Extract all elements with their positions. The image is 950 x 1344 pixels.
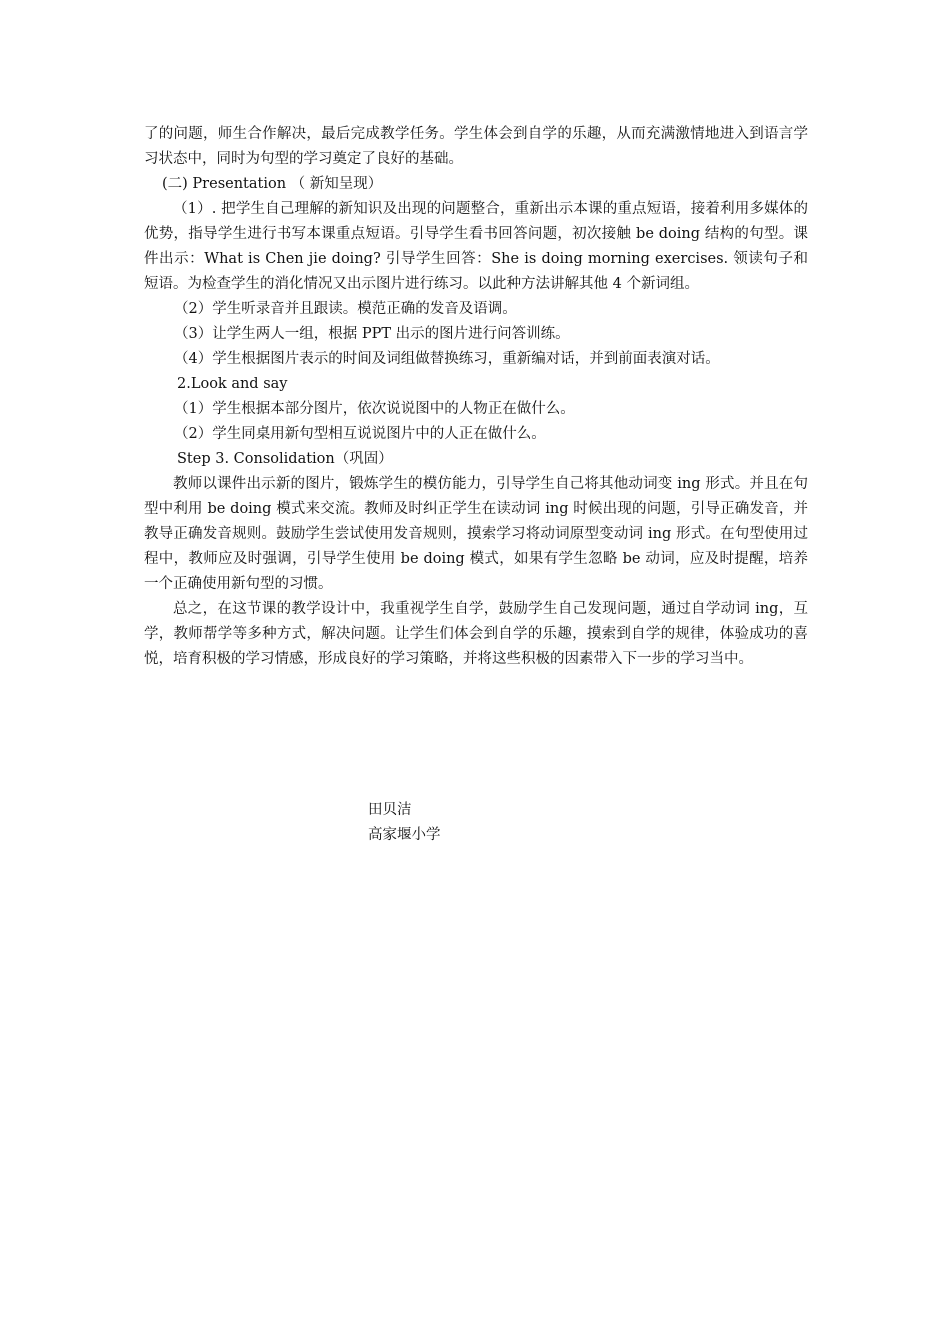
- list-item-look-say-1: （1）学生根据本部分图片，依次说说图中的人物正在做什么。: [174, 401, 575, 417]
- list-item-look-say-2: （2）学生同桌用新句型相互说说图片中的人正在做什么。: [174, 426, 546, 442]
- list-item-step-2: （2）学生听录音并且跟读。模范正确的发音及语调。: [174, 301, 517, 317]
- paragraph-presentation-step-1: （1）. 把学生自己理解的新知识及出现的问题整合，重新出示本课的重点短语，接着利用多媒体的优势，指导学生进行书写本课重点短语。引导学生看书回答问题，初次接触 be doing 结构的句型。课件出示：What is Chen jie doing? 引导学生回答：She is doing morning exercises. 领读句子和短语。为检查学生的消化情况又出示图片进行练习。以此种方法讲解其他 4 个新词组。: [144, 201, 808, 292]
- paragraph-summary: 总之，在这节课的教学设计中，我重视学生自学，鼓励学生自己发现问题，通过自学动词 ing，互学，教师帮学等多种方式，解决问题。让学生们体会到自学的乐趣，摸索到自学的规律，体验成功的喜悦，培育积极的学习情感，形成良好的学习策略，并将这些积极的因素带入下一步的学习当中。: [144, 601, 808, 667]
- signature-block: [368, 798, 441, 848]
- document-body: [144, 122, 808, 672]
- list-item-step-4: （4）学生根据图片表示的时间及词组做替换练习，重新编对话，并到前面表演对话。: [174, 351, 720, 367]
- author-name: 田贝洁: [368, 802, 412, 818]
- paragraph-intro-continuation: 了的问题，师生合作解决，最后完成教学任务。学生体会到自学的乐趣，从而充满激情地进入到语言学习状态中，同时为句型的学习奠定了良好的基础。: [144, 126, 808, 167]
- heading-presentation: (二) Presentation （ 新知呈现）: [162, 176, 383, 192]
- school-name: 高家堰小学: [368, 827, 441, 843]
- heading-look-and-say: 2.Look and say: [177, 376, 288, 392]
- heading-consolidation: Step 3. Consolidation（巩固）: [177, 451, 393, 467]
- list-item-step-3: （3）让学生两人一组，根据 PPT 出示的图片进行问答训练。: [174, 326, 570, 342]
- paragraph-consolidation: 教师以课件出示新的图片，锻炼学生的模仿能力，引导学生自己将其他动词变 ing 形式。并且在句型中利用 be doing 模式来交流。教师及时纠正学生在读动词 ing 时候出现的问题，引导正确发音，并教导正确发音规则。鼓励学生尝试使用发音规则，摸索学习将动词原型变动词 ing 形式。在句型使用过程中，教师应及时强调，引导学生使用 be doing 模式，如果有学生忽略 be 动词，应及时提醒，培养一个正确使用新句型的习惯。: [144, 476, 808, 592]
